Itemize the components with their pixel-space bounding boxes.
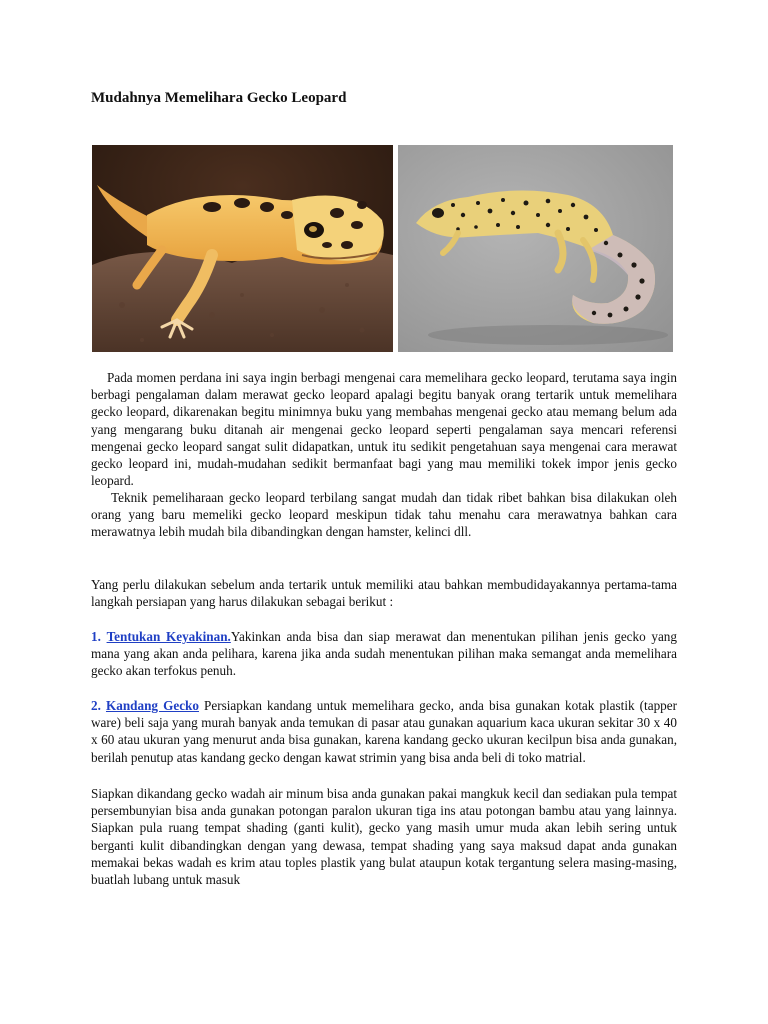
- technique-paragraph: Teknik pemeliharaan gecko leopard terbilang sangat mudah dan tidak ribet bahkan bisa dilakukan oleh orang yang baru memeliki gecko leopard meskipun tidak tahu menahu cara merawatnya bahkan cara merawatnya lebih mudah bila dibandingkan dengan hamster, kelinci dll.: [91, 490, 677, 540]
- step-1-paragraph: [91, 628, 677, 680]
- step-2-heading-link[interactable]: Kandang Gecko: [105, 698, 199, 713]
- spotted-gecko-illustration: [398, 145, 673, 352]
- step-2-paragraph: [91, 697, 677, 766]
- cage-setup-paragraph: Siapkan dikandang gecko wadah air minum bisa anda gunakan pakai mangkuk kecil dan sediakan pula tempat persembunyian bisa anda gunakan potongan paralon ukuran tiga ins atau potongan bambu atau yang lainnya. Siapkan pula ruang tempat shading (ganti kulit), gecko yang masih umur muda akan lebih sering untuk berganti kulit dibandingkan dengan yang dewasa, tempat shading yang saya maksud dapat anda gunakan memakai bekas wadah es krim atau toples plastik yang bulat ataupun kotak tergantung selera masing-masing, buatlah lubang untuk masuk: [91, 786, 677, 888]
- step-2-text: Persiapkan kandang untuk memelihara gecko, anda bisa gunakan kotak plastik (tapper ware) beli saja yang murah banyak anda temukan di pasar atau gunakan aquarium kaca ukuran sekitar 30 x 40 x 60 atau ukuran yang menurut anda bisa gunakan, karena kandang gecko ukuran kecilpun bisa anda gunakan, berilah penutup atas kandang gecko dengan kawat strimin yang bisa anda beli di toko matrial.: [91, 698, 677, 765]
- step-1-number: 1.: [91, 629, 101, 644]
- gecko-photo-left: [92, 145, 393, 352]
- gecko-photo-right: [398, 145, 673, 352]
- preparation-paragraph: Yang perlu dilakukan sebelum anda tertarik untuk memiliki atau bahkan membudidayakannya pertama-tama langkah persiapan yang harus dilakukan sebagai berikut :: [91, 577, 677, 610]
- gecko-on-rock-illustration: [92, 145, 393, 352]
- step-2-number: 2.: [91, 698, 101, 713]
- step-1-heading-link[interactable]: Tentukan Keyakinan.: [106, 629, 231, 644]
- intro-paragraph: Pada momen perdana ini saya ingin berbagi mengenai cara memelihara gecko leopard, terutama saya ingin berbagi pengalaman dalam merawat gecko leopard apalagi begitu banyak orang tertarik untuk memelihara gecko leopard, dikarenakan begitu minimnya buku yang membahas mengenai gecko atau memang belum ada yang mengarang buku ditanah air mengenai gecko leopard seperti pengalaman saya mencari referensi mengenai gecko leopard sangat sulit didapatkan, untuk itu sedikit pengetahuan saya mengenai cara merawat gecko leopard ini, mudah-mudahan sedikit bermanfaat bagi yang mau memiliki tokek impor jenis gecko leopard.: [91, 370, 677, 489]
- document-title: Mudahnya Memelihara Gecko Leopard: [91, 90, 347, 106]
- step-1-text: Yakinkan anda bisa dan siap merawat dan menentukan pilihan jenis gecko yang mana yang akan anda pelihara, karena jika anda sudah menentukan pilihan maka semangat anda memelihara gecko akan terfokus penuh.: [91, 629, 677, 679]
